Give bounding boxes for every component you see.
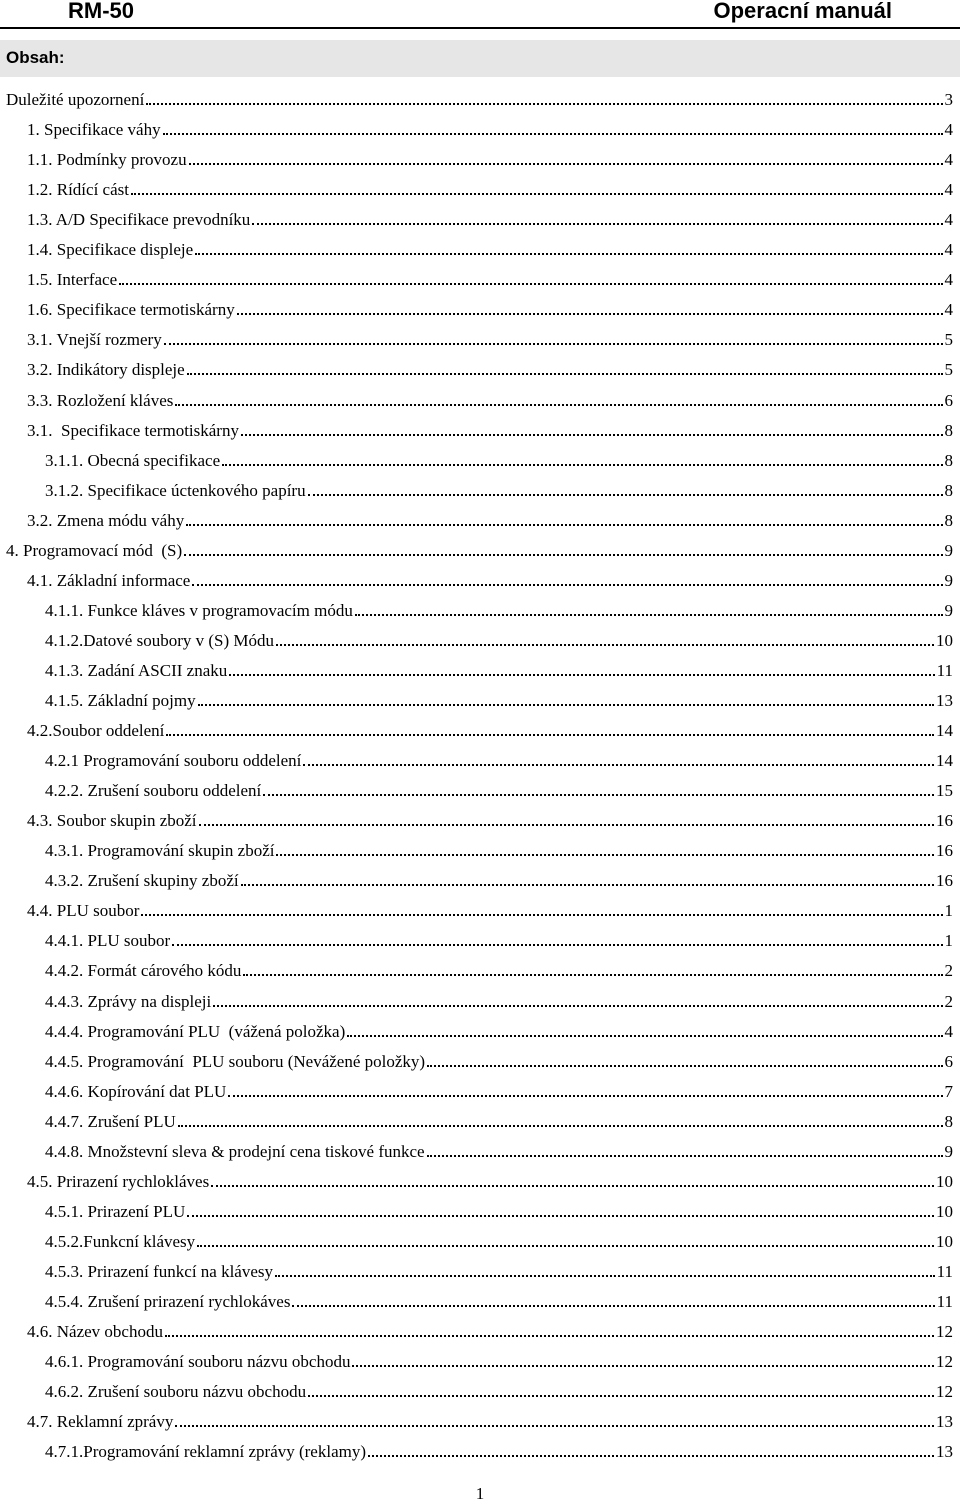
toc-leader-dots [308,1395,934,1397]
toc-entry-page: 8 [944,480,953,500]
toc-entry-title: 4.5. Prirazení rychlokláves [27,1171,210,1191]
toc-entry-title: Duležité upozornení [6,90,145,109]
toc-entry[interactable] [45,1381,953,1403]
toc-entry-title: 4.3.1. Programování skupin zboží [45,841,275,861]
toc-entry-title: 4.4.7. Zrušení PLU [45,1111,176,1131]
toc-entry[interactable] [45,660,953,682]
toc-entry[interactable] [27,900,953,922]
document-code: RM-50 [68,0,135,23]
document-title: Operacní manuál [713,0,892,23]
toc-entry-page: 11 [936,1292,953,1311]
toc-entry-title: 4.1.2.Datové soubory v (S) Módu [45,630,275,650]
toc-entry[interactable] [45,1051,953,1073]
toc-entry-title: 4.4.3. Zprávy na displeji [45,991,212,1011]
toc-entry-title: 4.4.4. Programování PLU (vážená položka) [45,1021,346,1041]
toc-entry[interactable] [27,1321,953,1343]
toc-leader-dots [229,674,934,676]
toc-entry-title: 4.6. Název obchodu [27,1322,163,1342]
toc-entry-title: 4.1. Základní informace [27,570,191,590]
toc-entry-page: 14 [936,751,953,771]
toc-entry-title: 4.6.1. Programování souboru názvu obchodu [45,1352,351,1372]
toc-entry[interactable] [45,750,953,772]
toc-entry-page: 9 [944,600,953,620]
toc-entry-page: 12 [936,1382,953,1402]
toc-entry-page: 13 [936,1442,953,1462]
toc-leader-dots [241,434,943,436]
toc-entry-title: 4.4. PLU soubor [27,901,140,921]
toc-entry[interactable] [27,810,953,832]
toc-leader-dots [163,133,943,135]
toc-entry-title: 1.6. Specifikace termotiskárny [27,300,235,320]
toc-entry[interactable] [27,329,953,351]
toc-entry[interactable] [45,960,953,982]
toc-leader-dots [199,824,934,826]
toc-entry[interactable] [45,450,953,472]
toc-leader-dots [186,524,942,526]
toc-leader-dots [275,1275,935,1277]
toc-entry[interactable] [45,1351,953,1373]
toc-entry-title: 1.4. Specifikace displeje [27,240,194,260]
toc-entry[interactable] [45,870,953,892]
toc-entry[interactable] [45,1021,953,1043]
toc-entry[interactable] [45,480,953,502]
toc-entry[interactable] [6,89,953,111]
toc-leader-dots [303,764,934,766]
toc-entry[interactable] [27,359,953,381]
toc-entry-title: 3.1. Specifikace termotiskárny [27,420,239,440]
toc-entry-page: 8 [944,420,953,440]
header-divider [0,27,960,29]
toc-entry-page: 7 [944,1081,953,1101]
toc-entry[interactable] [45,991,953,1013]
toc-entry[interactable] [45,690,953,712]
toc-entry-page: 6 [944,1051,953,1071]
toc-entry[interactable] [27,299,953,321]
toc-entry-title: 4.2.2. Zrušení souboru oddelení [45,781,262,801]
toc-entry[interactable] [45,1261,953,1283]
toc-entry[interactable] [27,510,953,532]
toc-entry[interactable] [27,720,953,742]
toc-leader-dots [198,704,934,706]
toc-entry[interactable] [27,269,953,291]
toc-entry-page: 4 [944,180,953,200]
toc-entry-title: 3.1. Vnejší rozmery [27,330,162,350]
toc-leader-dots [347,1035,942,1037]
toc-entry-title: 1.1. Podmínky provozu [27,150,187,170]
contents-heading: Obsah: [6,48,65,67]
toc-entry[interactable] [27,390,953,412]
toc-leader-dots [427,1065,942,1067]
toc-entry[interactable] [45,630,953,652]
toc-entry-page: 8 [944,510,953,530]
toc-leader-dots [184,554,942,556]
page-number: 1 [475,1484,485,1503]
toc-entry-page: 13 [936,1412,953,1432]
toc-entry-page: 10 [936,1171,953,1191]
toc-leader-dots [368,1455,934,1457]
toc-leader-dots [175,1425,934,1427]
toc-entry-page: 1 [944,901,953,921]
toc-entry[interactable] [45,930,953,952]
toc-leader-dots [195,253,942,255]
toc-entry[interactable] [45,1201,953,1223]
toc-entry[interactable] [27,119,953,141]
toc-entry-title: 4.4.6. Kopírování dat PLU [45,1081,227,1101]
toc-entry-page: 5 [944,330,953,350]
toc-leader-dots [263,794,934,796]
toc-entry-page: 15 [936,781,953,801]
toc-entry-page: 4 [944,150,953,170]
toc-entry-page: 8 [944,450,953,470]
toc-entry-title: 4.7. Reklamní zprávy [27,1412,174,1432]
toc-entry-page: 4 [944,300,953,320]
toc-entry-page: 16 [936,871,953,891]
toc-leader-dots [427,1155,943,1157]
toc-leader-dots [276,644,934,646]
toc-entry[interactable] [27,149,953,171]
toc-leader-dots [187,1215,934,1217]
toc-entry[interactable] [45,1141,953,1163]
toc-leader-dots [197,1245,934,1247]
toc-entry-page: 10 [936,1201,953,1221]
toc-entry-title: 3.1.1. Obecná specifikace [45,450,221,470]
toc-entry[interactable] [45,840,953,862]
toc-entry[interactable] [45,1231,953,1253]
toc-entry-page: 16 [936,811,953,831]
toc-entry[interactable] [45,1081,953,1103]
toc-entry-page: 4 [944,120,953,140]
toc-leader-dots [175,404,942,406]
toc-entry-page: 4 [944,210,953,230]
toc-leader-dots [131,193,943,195]
toc-entry[interactable] [27,1171,953,1193]
toc-entry-title: 4.4.5. Programování PLU souboru (Nevážené položky) [45,1051,426,1071]
toc-entry-title: 4.4.8. Množstevní sleva & prodejní cena tiskové funkce [45,1141,425,1161]
toc-leader-dots [187,373,943,375]
toc-leader-dots [166,734,934,736]
toc-entry-title: 4.1.3. Zadání ASCII znaku [45,660,228,680]
toc-leader-dots [237,313,943,315]
toc-entry-title: 3.3. Rozložení kláves [27,390,174,410]
toc-entry-page: 14 [936,721,953,741]
toc-entry-title: 4.4.1. PLU soubor [45,931,171,951]
toc-entry-title: 3.2. Indikátory displeje [27,360,185,380]
toc-entry[interactable] [27,1411,953,1433]
toc-entry-title: 4. Programovací mód (S) [6,540,183,560]
toc-entry[interactable] [27,420,953,442]
toc-entry-title: 1.5. Interface [27,270,118,290]
toc-leader-dots [189,163,943,165]
toc-entry-page: 10 [936,1231,953,1251]
toc-leader-dots [241,884,934,886]
toc-entry-page: 9 [944,570,953,590]
toc-entry-page: 10 [936,630,953,650]
toc-entry[interactable] [27,570,953,592]
toc-entry-title: 4.5.4. Zrušení prirazení rychlokáves [45,1292,291,1311]
toc-entry-title: 1.2. Rídící cást [27,180,129,200]
toc-leader-dots [308,494,943,496]
toc-entry-title: 4.6.2. Zrušení souboru názvu obchodu [45,1382,307,1402]
toc-leader-dots [146,103,942,105]
toc-leader-dots [292,1305,934,1307]
toc-leader-dots [119,283,942,285]
toc-entry-title: 4.1.5. Základní pojmy [45,691,196,710]
toc-leader-dots [352,1365,934,1367]
toc-entry-page: 9 [944,540,953,560]
toc-entry-page: 2 [944,991,953,1011]
toc-entry[interactable] [27,239,953,261]
toc-leader-dots [276,854,934,856]
toc-leader-dots [172,944,942,946]
toc-entry-title: 3.1.2. Specifikace úctenkového papíru [45,480,306,500]
toc-entry-page: 11 [936,1261,953,1281]
toc-leader-dots [222,464,942,466]
toc-entry-page: 1 [944,931,953,951]
toc-entry-page: 9 [944,1141,953,1161]
toc-leader-dots [228,1095,942,1097]
toc-entry-page: 12 [936,1352,953,1372]
toc-entry-page: 3 [944,90,953,109]
toc-entry-page: 6 [944,390,953,410]
toc-entry[interactable] [45,1441,953,1463]
toc-entry-title: 1.3. A/D Specifikace prevodníku [27,210,251,230]
toc-entry-page: 2 [944,961,953,981]
toc-entry-title: 4.7.1.Programování reklamní zprávy (reklamy) [45,1442,367,1462]
toc-entry-page: 5 [944,360,953,380]
toc-entry-page: 4 [944,270,953,290]
toc-entry[interactable] [27,179,953,201]
toc-entry-title: 4.5.3. Prirazení funkcí na klávesy [45,1261,274,1281]
toc-leader-dots [243,974,942,976]
toc-leader-dots [178,1125,943,1127]
toc-leader-dots [165,1335,934,1337]
toc-entry-page: 12 [936,1322,953,1342]
toc-entry-title: 4.3.2. Zrušení skupiny zboží [45,871,239,891]
toc-entry[interactable] [6,540,953,562]
toc-entry[interactable] [45,1111,953,1133]
toc-entry-title: 1. Specifikace váhy [27,120,161,140]
toc-leader-dots [141,914,942,916]
toc-entry-page: 13 [936,691,953,710]
toc-entry-title: 4.3. Soubor skupin zboží [27,811,197,831]
toc-entry[interactable] [27,209,953,231]
toc-entry-title: 4.4.2. Formát cárového kódu [45,961,242,981]
toc-leader-dots [164,343,943,345]
toc-entry-page: 4 [944,240,953,260]
toc-leader-dots [213,1005,942,1007]
toc-entry-page: 16 [936,841,953,861]
contents-heading-band [0,40,960,77]
toc-leader-dots [355,614,943,616]
toc-entry-page: 11 [936,660,953,680]
toc-entry-title: 4.2.Soubor oddelení [27,721,165,741]
toc-entry-page: 8 [944,1111,953,1131]
toc-leader-dots [211,1185,934,1187]
toc-leader-dots [252,223,942,225]
toc-entry-title: 4.2.1 Programování souboru oddelení [45,751,302,771]
toc-entry-title: 4.1.1. Funkce kláves v programovacím módu [45,600,353,620]
toc-entry[interactable] [45,600,953,622]
toc-entry-title: 4.5.1. Prirazení PLU [45,1201,186,1221]
toc-entry-title: 4.5.2.Funkcní klávesy [45,1231,196,1251]
toc-entry[interactable] [45,780,953,802]
toc-entry-page: 4 [944,1021,953,1041]
toc-entry[interactable] [45,1291,953,1313]
toc-leader-dots [192,584,942,586]
toc-entry-title: 3.2. Zmena módu váhy [27,510,185,530]
